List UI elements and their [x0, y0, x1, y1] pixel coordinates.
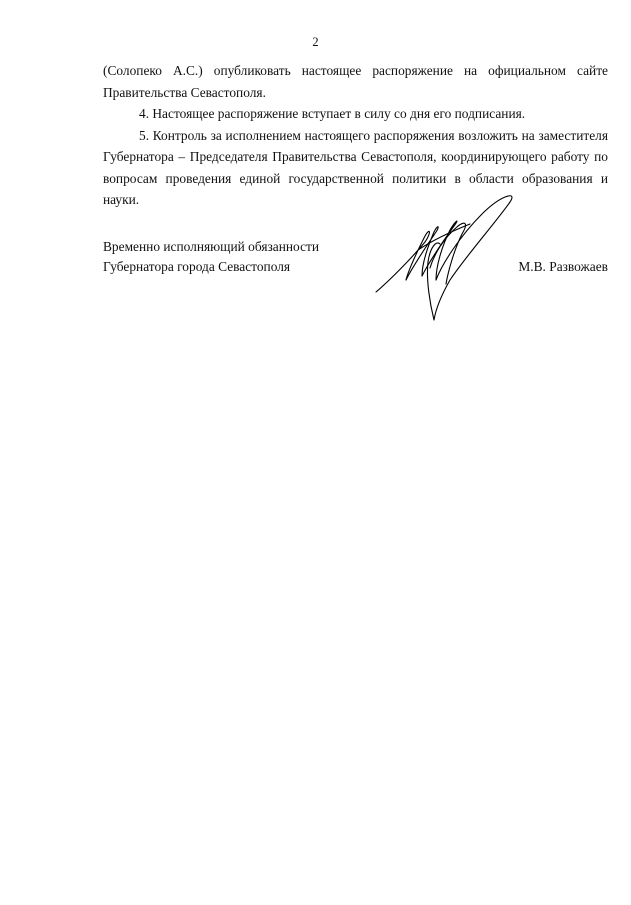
signatory-title-line-2: Губернатора города Севастополя	[103, 259, 291, 274]
paragraph-5-control: 5. Контроль за исполнением настоящего распоряжения возложить на заместителя Губернатора – Председателя Правительства Севастополя, координирующего работу по вопросам проведения единой государственной политики в области образования и науки.	[103, 127, 608, 207]
signature-block	[103, 237, 608, 277]
signatory-title-line-1: Временно исполняющий обязанности	[103, 239, 320, 254]
paragraph-publish: (Солопеко А.С.) опубликовать настоящее распоряжение на официальном сайте Правительства Севастополя.	[103, 63, 608, 100]
signatory-name: М.В. Развожаев	[518, 259, 608, 274]
handwritten-signature	[370, 180, 520, 325]
page-number: 2	[312, 35, 319, 49]
document-body	[103, 60, 608, 211]
paragraph-4-effective-date: 4. Настоящее распоряжение вступает в силу со дня его подписания.	[139, 106, 526, 121]
